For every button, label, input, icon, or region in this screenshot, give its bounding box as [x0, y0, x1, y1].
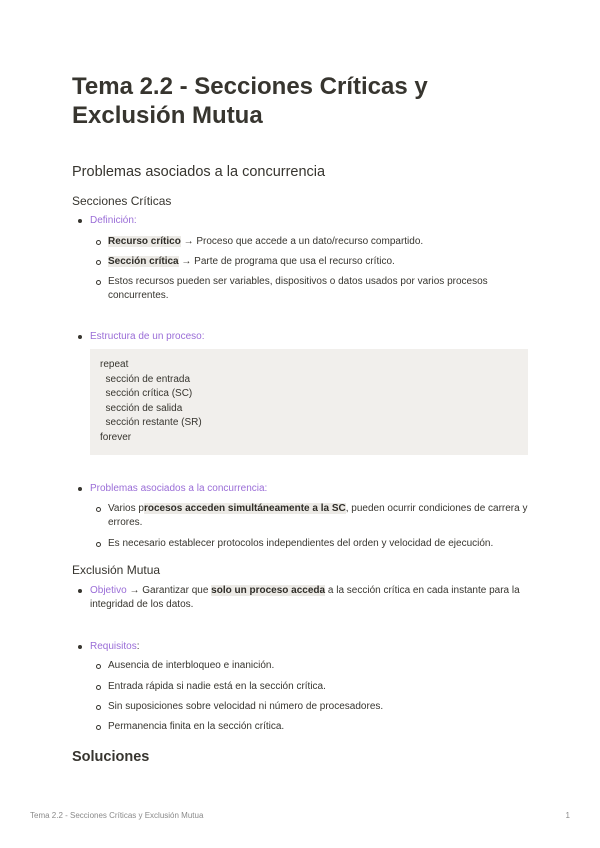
definicion-item-3: [72, 275, 528, 303]
definicion-suffix: :: [133, 215, 137, 226]
section-heading-concurrencia: Problemas asociados a la concurrencia: [72, 164, 326, 180]
page-title: Tema 2.2 - Secciones Críticas y Exclusión Mutua: [72, 73, 428, 129]
problemas-text-p: p: [138, 503, 144, 514]
term-recurso-critico: Recurso crítico: [108, 236, 181, 247]
footer-title: Tema 2.2 - Secciones Críticas y Exclusión Mutua: [30, 811, 204, 820]
requisitos-suffix: :: [136, 641, 140, 652]
requisito-text-2: Entrada rápida si nadie está en la sección crítica.: [108, 681, 326, 692]
requisito-item-3: [72, 700, 528, 714]
estructura-label: Estructura de un proceso: [90, 331, 202, 342]
requisito-item-2: [72, 680, 528, 694]
code-block: repeat sección de entrada sección crítica (SC) sección de salida sección restante (SR) forever: [90, 349, 528, 455]
subsection-heading-exclusion-mutua: Exclusión Mutua: [72, 563, 161, 577]
requisito-text-4: Permanencia finita en la sección crítica.: [108, 721, 285, 732]
problemas-item-1: [72, 502, 528, 530]
definicion-text-1: → Proceso que accede a un dato/recurso compartido.: [180, 236, 424, 247]
estructura-suffix: :: [201, 331, 205, 342]
objetivo-block: [72, 584, 528, 612]
term-seccion-critica: Sección crítica: [108, 256, 179, 267]
list-item: [72, 214, 528, 228]
requisito-item-1: [72, 659, 528, 673]
footer-page-number: 1: [565, 811, 570, 820]
problemas-text-pre: Varios: [108, 503, 139, 514]
objetivo-post: a la sección crítica en cada instante para la integridad de los datos.: [90, 585, 520, 610]
objetivo-pre: → Garantizar que: [126, 585, 212, 596]
section-heading-soluciones: Soluciones: [72, 749, 150, 765]
problemas-block: [72, 482, 528, 496]
definicion-item-1: [72, 235, 528, 249]
requisitos-block: [72, 640, 528, 654]
objetivo-bold: solo un proceso acceda: [211, 585, 326, 596]
definicion-block: [72, 214, 528, 228]
requisito-item-4: [72, 720, 528, 734]
requisito-text-1: Ausencia de interbloqueo e inanición.: [108, 660, 275, 671]
estructura-block: [72, 330, 528, 344]
requisitos-label: Requisitos: [90, 641, 137, 652]
problemas-suffix: :: [264, 483, 268, 494]
problemas-text-2: Es necesario establecer protocolos independientes del orden y velocidad de ejecución.: [108, 538, 494, 549]
definicion-text-3: Estos recursos pueden ser variables, dispositivos o datos usados por varios procesos concurrentes.: [108, 276, 488, 301]
problemas-label: Problemas asociados a la concurrencia: [90, 483, 265, 494]
problemas-item-2: [72, 537, 528, 551]
objetivo-label: Objetivo: [90, 585, 127, 596]
definicion-item-2: [72, 255, 528, 269]
definicion-label: Definición: [90, 215, 134, 226]
problemas-bold: rocesos acceden simultáneamente a la SC: [143, 503, 346, 514]
subsection-heading-secciones-criticas: Secciones Críticas: [72, 194, 172, 208]
requisito-text-3: Sin suposiciones sobre velocidad ni número de procesadores.: [108, 701, 384, 712]
problemas-text-post: , pueden ocurrir condiciones de carrera y errores.: [108, 503, 528, 528]
definicion-text-2: → Parte de programa que usa el recurso crítico.: [178, 256, 395, 267]
